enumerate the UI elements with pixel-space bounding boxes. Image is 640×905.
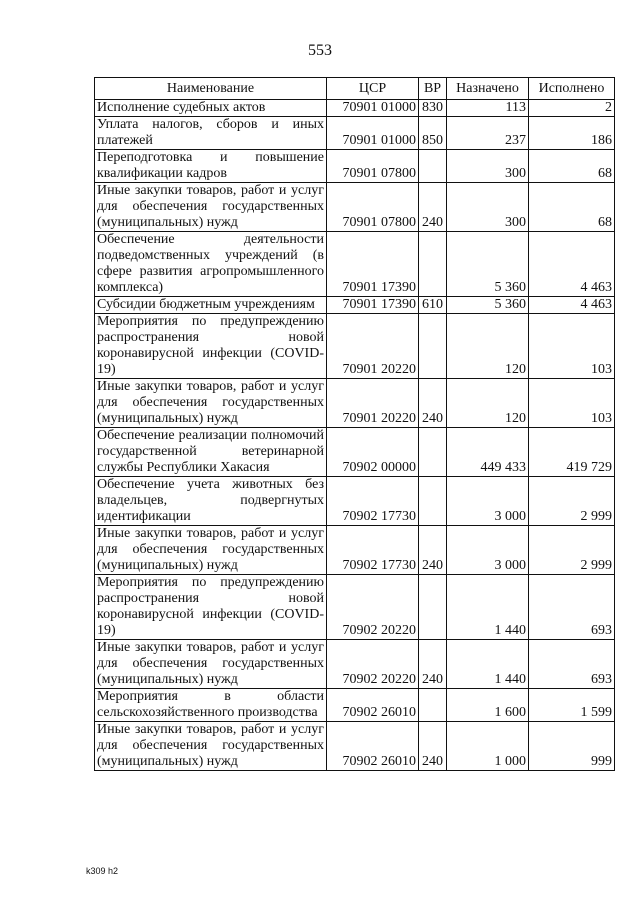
row-name: Исполнение судебных актов [95, 100, 327, 117]
row-planned: 1 440 [447, 575, 529, 640]
row-executed: 2 999 [529, 526, 615, 575]
table-row [95, 183, 615, 232]
row-csr: 70901 07800 [327, 150, 419, 183]
row-vr [419, 575, 447, 640]
row-csr: 70902 20220 [327, 575, 419, 640]
row-vr: 610 [419, 297, 447, 314]
row-csr: 70902 26010 [327, 689, 419, 722]
table-row [95, 100, 615, 117]
row-vr [419, 477, 447, 526]
row-vr [419, 232, 447, 297]
row-name: Мероприятия по предупреждению распространения новой коронавирусной инфекции (COVID-19) [95, 314, 327, 379]
table-row [95, 428, 615, 477]
table-header-row [95, 78, 615, 100]
row-name: Обеспечение деятельности подведомственных учреждений (в сфере развития агропромышленного комплекса) [95, 232, 327, 297]
row-executed: 103 [529, 314, 615, 379]
row-csr: 70901 20220 [327, 379, 419, 428]
footer-code: k309 h2 [86, 866, 119, 876]
row-csr: 70901 01000 [327, 100, 419, 117]
row-name: Переподготовка и повышение квалификации кадров [95, 150, 327, 183]
row-csr: 70902 26010 [327, 722, 419, 771]
row-planned: 113 [447, 100, 529, 117]
table-row [95, 232, 615, 297]
row-planned: 120 [447, 379, 529, 428]
row-name: Мероприятия по предупреждению распространения новой коронавирусной инфекции (COVID-19) [95, 575, 327, 640]
table-row [95, 640, 615, 689]
header-vr: ВР [419, 78, 447, 100]
table-row [95, 575, 615, 640]
row-name: Иные закупки товаров, работ и услуг для обеспечения государственных (муниципальных) нужд [95, 526, 327, 575]
row-planned: 449 433 [447, 428, 529, 477]
row-name: Иные закупки товаров, работ и услуг для обеспечения государственных (муниципальных) нужд [95, 379, 327, 428]
row-executed: 1 599 [529, 689, 615, 722]
row-executed: 4 463 [529, 232, 615, 297]
row-executed: 2 [529, 100, 615, 117]
row-planned: 1 600 [447, 689, 529, 722]
row-planned: 300 [447, 150, 529, 183]
row-executed: 103 [529, 379, 615, 428]
row-vr [419, 150, 447, 183]
row-vr: 240 [419, 183, 447, 232]
row-vr [419, 689, 447, 722]
row-planned: 120 [447, 314, 529, 379]
row-vr: 240 [419, 379, 447, 428]
header-executed: Исполнено [529, 78, 615, 100]
header-csr: ЦСР [327, 78, 419, 100]
row-planned: 3 000 [447, 477, 529, 526]
row-name: Уплата налогов, сборов и иных платежей [95, 117, 327, 150]
row-csr: 70901 07800 [327, 183, 419, 232]
row-name: Обеспечение учета животных без владельцев, подвергнутых идентификации [95, 477, 327, 526]
row-executed: 186 [529, 117, 615, 150]
row-executed: 419 729 [529, 428, 615, 477]
row-csr: 70902 00000 [327, 428, 419, 477]
row-csr: 70902 17730 [327, 477, 419, 526]
header-name: Наименование [95, 78, 327, 100]
table-row [95, 379, 615, 428]
row-planned: 1 440 [447, 640, 529, 689]
row-executed: 693 [529, 640, 615, 689]
row-vr: 830 [419, 100, 447, 117]
table-row [95, 314, 615, 379]
row-planned: 3 000 [447, 526, 529, 575]
row-executed: 4 463 [529, 297, 615, 314]
budget-table [94, 77, 615, 771]
row-name: Обеспечение реализации полномочий государственной ветеринарной службы Республики Хакасия [95, 428, 327, 477]
row-csr: 70901 20220 [327, 314, 419, 379]
table-row [95, 722, 615, 771]
row-planned: 5 360 [447, 297, 529, 314]
row-executed: 999 [529, 722, 615, 771]
row-csr: 70902 17730 [327, 526, 419, 575]
row-planned: 300 [447, 183, 529, 232]
row-vr [419, 314, 447, 379]
row-vr: 240 [419, 526, 447, 575]
row-executed: 68 [529, 183, 615, 232]
table-row [95, 117, 615, 150]
row-name: Мероприятия в области сельскохозяйственного производства [95, 689, 327, 722]
page-number: 553 [308, 42, 332, 59]
row-planned: 1 000 [447, 722, 529, 771]
row-planned: 5 360 [447, 232, 529, 297]
row-executed: 68 [529, 150, 615, 183]
row-csr: 70901 01000 [327, 117, 419, 150]
row-name: Иные закупки товаров, работ и услуг для обеспечения государственных (муниципальных) нужд [95, 183, 327, 232]
row-vr: 850 [419, 117, 447, 150]
row-csr: 70901 17390 [327, 297, 419, 314]
row-csr: 70901 17390 [327, 232, 419, 297]
table-row [95, 150, 615, 183]
row-vr: 240 [419, 722, 447, 771]
row-executed: 693 [529, 575, 615, 640]
table-row [95, 689, 615, 722]
row-csr: 70902 20220 [327, 640, 419, 689]
row-planned: 237 [447, 117, 529, 150]
row-name: Субсидии бюджетным учреждениям [95, 297, 327, 314]
header-planned: Назначено [447, 78, 529, 100]
row-executed: 2 999 [529, 477, 615, 526]
table-row [95, 297, 615, 314]
table-row [95, 477, 615, 526]
row-name: Иные закупки товаров, работ и услуг для обеспечения государственных (муниципальных) нужд [95, 640, 327, 689]
table-row [95, 526, 615, 575]
row-name: Иные закупки товаров, работ и услуг для обеспечения государственных (муниципальных) нужд [95, 722, 327, 771]
row-vr [419, 428, 447, 477]
row-vr: 240 [419, 640, 447, 689]
